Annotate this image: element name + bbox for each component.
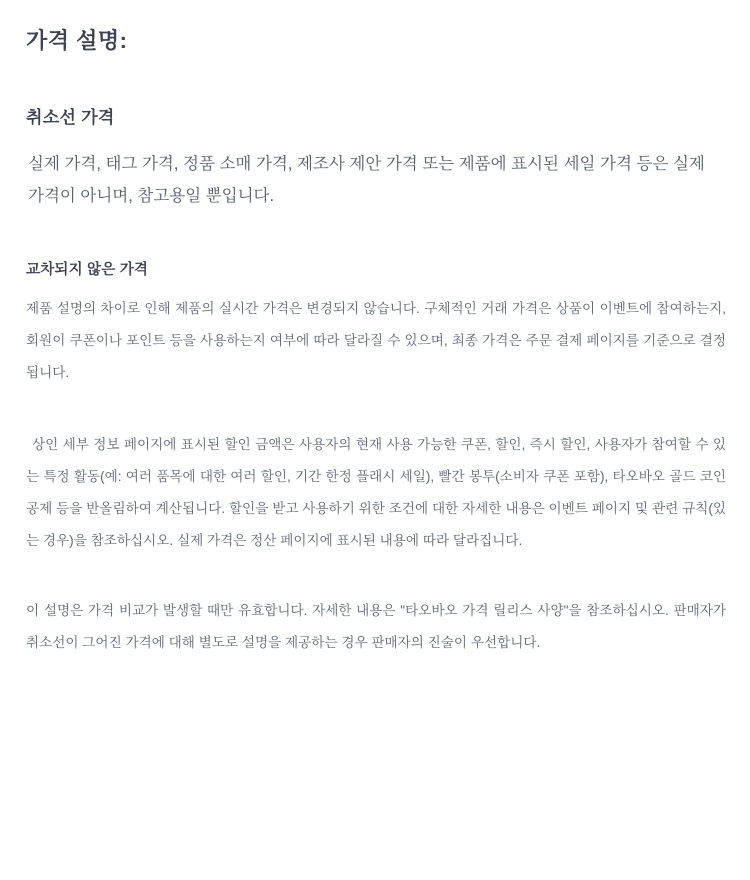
section-heading-strikethrough-price: 취소선 가격	[26, 108, 115, 127]
paragraph-price-comparison: 이 설명은 가격 비교가 발생할 때만 유효합니다. 자세한 내용은 "타오바오 가격 릴리스 사양"을 참조하십시오. 판매자가 취소선이 그어진 가격에 대해 별도로 설명을 제공하는 경우 판매자의 진술이 우선합니다.	[26, 602, 726, 650]
paragraph-block-realtime-price	[26, 293, 726, 389]
sub-heading-non-crossed-price: 교차되지 않은 가격	[26, 262, 149, 279]
page-title: 가격 설명:	[26, 28, 128, 53]
lead-paragraph: 실제 가격, 태그 가격, 정품 소매 가격, 제조사 제안 가격 또는 제품에 표시된 세일 가격 등은 실제 가격이 아니며, 참고용일 뿐입니다.	[28, 155, 705, 206]
paragraph-block-price-comparison	[26, 595, 726, 659]
paragraph-block-discount-calculation	[26, 429, 726, 557]
paragraph-realtime-price: 제품 설명의 차이로 인해 제품의 실시간 가격은 변경되지 않습니다. 구체적인 거래 가격은 상품이 이벤트에 참여하는지, 회원이 쿠폰이나 포인트 등을 사용하는지 여부에 따라 달라질 수 있으며, 최종 가격은 주문 결제 페이지를 기준으로 결정됩니다.	[26, 301, 726, 381]
paragraph-discount-calculation: 상인 세부 정보 페이지에 표시된 할인 금액은 사용자의 현재 사용 가능한 쿠폰, 할인, 즉시 할인, 사용자가 참여할 수 있는 특정 활동(예: 여러 품목에 대한 여러 할인, 기간 한정 플래시 세일), 빨간 봉투(소비자 쿠폰 포함), 타오바오 골드 코인 공제 등을 반올림하여 계산됩니다. 할인을 받고 사용하기 위한 조건에 대한 자세한 내용은 이벤트 페이지 및 관련 규칙(있는 경우)을 참조하십시오. 실제 가격은 정산 페이지에 표시된 내용에 따라 달라집니다.	[26, 437, 726, 548]
